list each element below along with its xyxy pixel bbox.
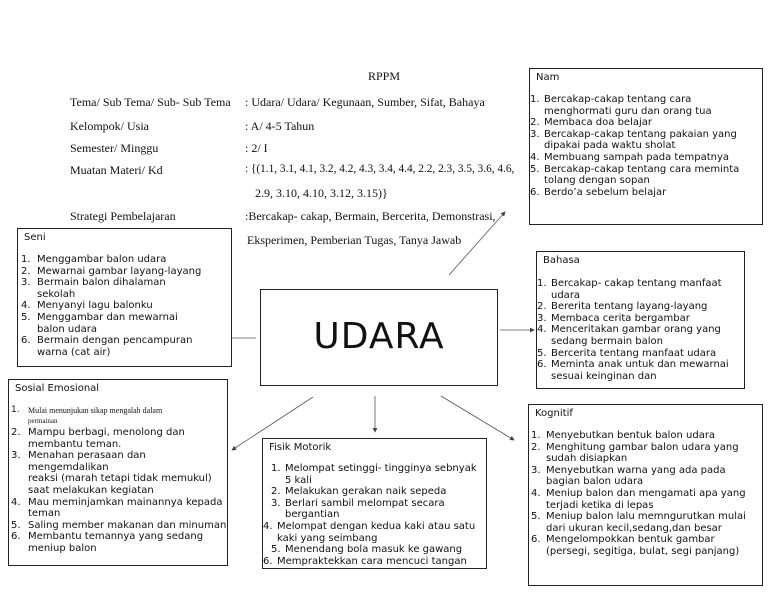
sosial-emosional-box xyxy=(8,379,228,566)
info-label-semester: Semester/ Minggu xyxy=(70,141,159,155)
list-item: 6. Mengelompokkan bentuk gambar (persegi, segitiga, bulat, segi panjang) xyxy=(531,534,740,557)
list-item: 4. Mau meminjamkan mainannya kepada teman xyxy=(11,496,223,520)
list-item: 3. Bermain balon dihalaman sekolah xyxy=(21,277,166,300)
fisik-motorik-title: Fisik Motorik xyxy=(269,442,332,453)
sosial-emosional-title: Sosial Emosional xyxy=(15,383,100,394)
list-item: 6. Berdo’a sebelum belajar xyxy=(530,186,667,198)
list-item: 4. Melompat dengan kedua kaki atau satu kaki yang seimbang xyxy=(263,520,476,544)
arrow-to-nam xyxy=(449,212,505,275)
list-item: 5. Saling member makanan dan minuman xyxy=(11,519,227,531)
list-item: 4. Membuang sampah pada tempatnya xyxy=(530,151,729,163)
list-item: 2. Mewarnai gambar layang-layang xyxy=(21,265,202,277)
list-item: 5. Menggambar dan mewarnai balon udara xyxy=(21,311,178,335)
list-item: 1. Melompat setinggi- tingginya sebnyak 5 kali xyxy=(271,463,477,486)
info-value-tema: : Udara/ Udara/ Kegunaan, Sumber, Sifat, Bahaya xyxy=(245,95,485,109)
list-item: 3. Berlari sambil melompat secara bergantian xyxy=(271,497,445,521)
list-item: 6. Membantu temannya yang sedang meniup balon xyxy=(11,531,204,554)
list-item: 5. Meniup balon lalu memngurutkan mulai dari ukuran kecil,sedang,dan besar xyxy=(531,511,746,534)
list-item: 2. Menghitung gambar balon udara yang sudah disiapkan xyxy=(531,441,739,465)
arrow-to-kognitif xyxy=(441,396,514,440)
list-item: 1. Menggambar balon udara xyxy=(21,254,167,265)
list-item: 5. Menendang bola masuk ke gawang xyxy=(271,544,463,556)
list-item: 3. Menahan perasaan dan mengemdalikan reaksi (marah tetapi tidak memukul) saat melakukan kegiatan xyxy=(11,450,212,496)
list-item: 1. Menyebutkan bentuk balon udara xyxy=(531,430,716,441)
list-item: 3. Menyebutkan warna yang ada pada bagian balon udara xyxy=(531,464,726,488)
info-label-muatan: Muatan Materi/ Kd xyxy=(70,163,163,177)
center-topic-label: UDARA xyxy=(313,316,445,357)
list-item: 2. Bererita tentang layang-layang xyxy=(537,301,708,313)
fisik-motorik-box xyxy=(262,438,487,569)
seni-title: Seni xyxy=(24,232,46,243)
info-value-strategi: :Bercakap- cakap, Bermain, Bercerita, Demonstrasi, xyxy=(245,209,496,223)
bahasa-box xyxy=(536,251,745,389)
kognitif-title: Kognitif xyxy=(535,408,573,419)
list-item: 1. Mulai menunjukan sikap mengalah dalam permainan xyxy=(11,405,163,425)
list-item: 5. Bercakap-cakap tentang cara meminta tolang dengan sopan xyxy=(530,163,740,187)
nam-title: Nam xyxy=(536,72,560,83)
nam-box xyxy=(529,68,763,225)
seni-box xyxy=(17,228,232,367)
list-item: 4. Meniup balon dan mengamati apa yang terjadi ketika di lepas xyxy=(531,487,746,511)
list-item: 2. Membaca doa belajar xyxy=(530,117,652,129)
info-value-muatan: : {(1.1, 3.1, 4.1, 3.2, 4.2, 4.3, 3.4, 4.4, 2.2, 2.3, 3.5, 3.6, 4.6, xyxy=(245,163,515,175)
list-item: 1. Bercakap-cakap tentang cara menghormati guru dan orang tua xyxy=(530,94,712,117)
kognitif-box xyxy=(528,404,763,586)
list-item: 3. Bercakap-cakap tentang pakaian yang dipakai pada waktu sholat xyxy=(530,128,737,152)
list-item: 2. Melakukan gerakan naik sepeda xyxy=(271,486,447,498)
info-value-semester: : 2/ I xyxy=(245,141,268,155)
page-title: RPPM xyxy=(368,69,401,83)
list-item: 6. Meminta anak untuk dan mewarnai sesuai keinginan dan xyxy=(537,359,729,382)
list-item: 6. Bermain dengan pencampuran warna (cat air) xyxy=(21,335,193,358)
list-item: 5. Bercerita tentang manfaat udara xyxy=(537,347,717,359)
info-label-strategi: Strategi Pembelajaran xyxy=(70,209,176,223)
list-item: 2. Mampu berbagi, menolong dan membantu teman. xyxy=(11,427,185,450)
list-item: 3. Membaca cerita bergambar xyxy=(537,312,690,324)
center-topic-box xyxy=(260,289,498,386)
info-value-strategi-cont: Eksperimen, Pemberian Tugas, Tanya Jawab xyxy=(247,233,462,247)
info-value-muatan-cont: 2.9, 3.10, 4.10, 3.12, 3.15)} xyxy=(255,186,388,200)
info-label-kelompok: Kelompok/ Usia xyxy=(70,119,149,133)
list-item: 6. Mempraktekkan cara mencuci tangan xyxy=(263,555,467,567)
list-item: 4. Menceritakan gambar orang yang sedang bermain balon xyxy=(537,324,721,347)
list-item: 4. Menyanyi lagu balonku xyxy=(21,300,153,312)
info-label-tema: Tema/ Sub Tema/ Sub- Sub Tema xyxy=(70,95,231,109)
info-value-kelompok: : A/ 4-5 Tahun xyxy=(245,119,315,133)
bahasa-title: Bahasa xyxy=(543,255,580,266)
list-item: 1. Bercakap- cakap tentang manfaat udara xyxy=(537,278,722,301)
